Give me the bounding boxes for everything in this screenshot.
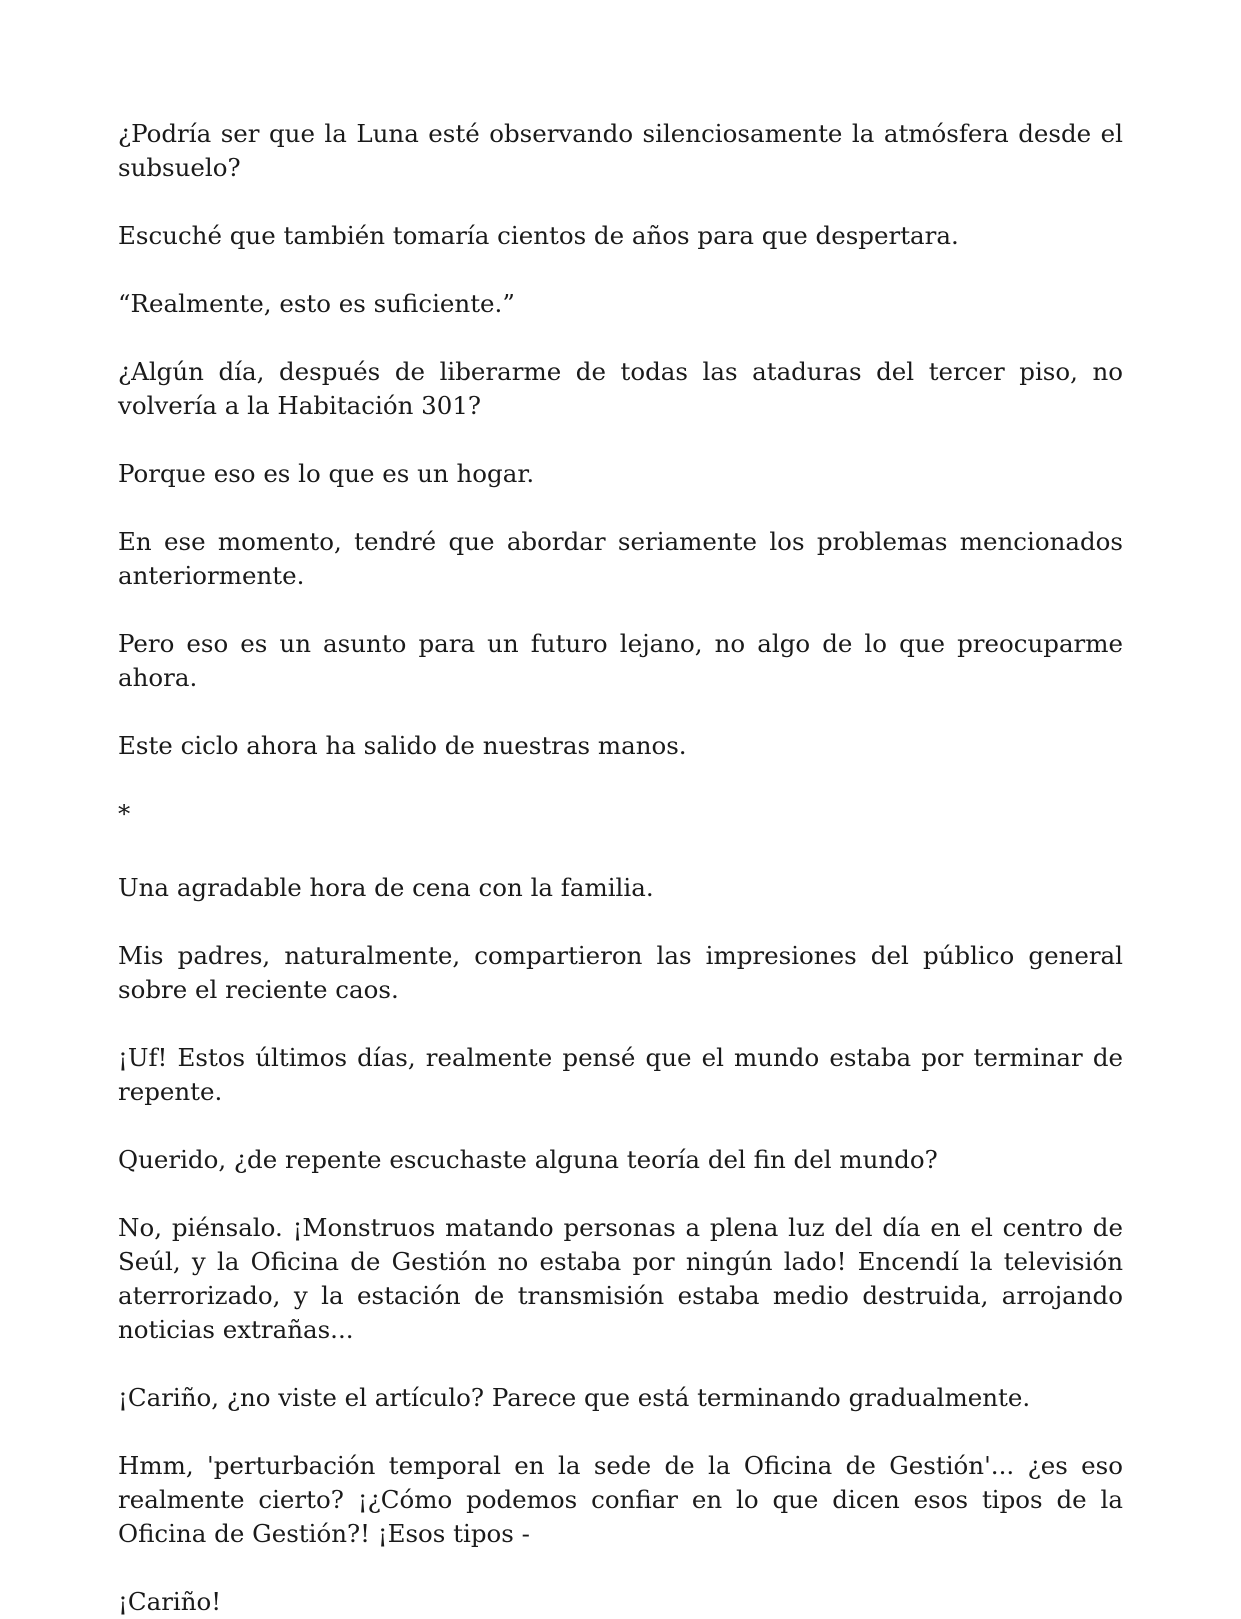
paragraph: ¡Cariño, ¿no viste el artículo? Parece que está terminando gradualmente. [118,1383,1031,1412]
paragraph: ¡Uf! Estos últimos días, realmente pensé que el mundo estaba por terminar de repente. [118,1043,1123,1106]
paragraph: Escuché que también tomaría cientos de años para que despertara. [118,221,959,250]
paragraph: En ese momento, tendré que abordar seriamente los problemas mencionados anteriormente. [118,527,1123,590]
paragraph: Mis padres, naturalmente, compartieron las impresiones del público general sobre el reciente caos. [118,941,1123,1004]
paragraph: “Realmente, esto es suficiente.” [118,289,515,318]
paragraph: Hmm, 'perturbación temporal en la sede de la Oficina de Gestión'... ¿es eso realmente cierto? ¡¿Cómo podemos confiar en lo que dicen esos tipos de la Oficina de Gestión?! ¡Esos tipos - [118,1451,1123,1548]
paragraph: Pero eso es un asunto para un futuro lejano, no algo de lo que preocuparme ahora. [118,629,1123,692]
paragraph: Este ciclo ahora ha salido de nuestras manos. [118,731,687,760]
paragraph: Querido, ¿de repente escuchaste alguna teoría del fin del mundo? [118,1145,938,1174]
paragraph: Una agradable hora de cena con la familia. [118,873,654,902]
document-body [118,117,1123,1619]
scene-break-separator: * [118,799,131,828]
paragraph: No, piénsalo. ¡Monstruos matando personas a plena luz del día en el centro de Seúl, y la Oficina de Gestión no estaba por ningún lado! Encendí la televisión aterrorizado, y la estación de transmisión estaba medio destruida, arrojando noticias extrañas... [118,1213,1123,1344]
paragraph: Porque eso es lo que es un hogar. [118,459,535,488]
paragraph: ¡Cariño! [118,1587,222,1616]
paragraph: ¿Podría ser que la Luna esté observando silenciosamente la atmósfera desde el subsuelo? [118,119,1123,182]
paragraph: ¿Algún día, después de liberarme de todas las ataduras del tercer piso, no volvería a la Habitación 301? [118,357,1123,420]
